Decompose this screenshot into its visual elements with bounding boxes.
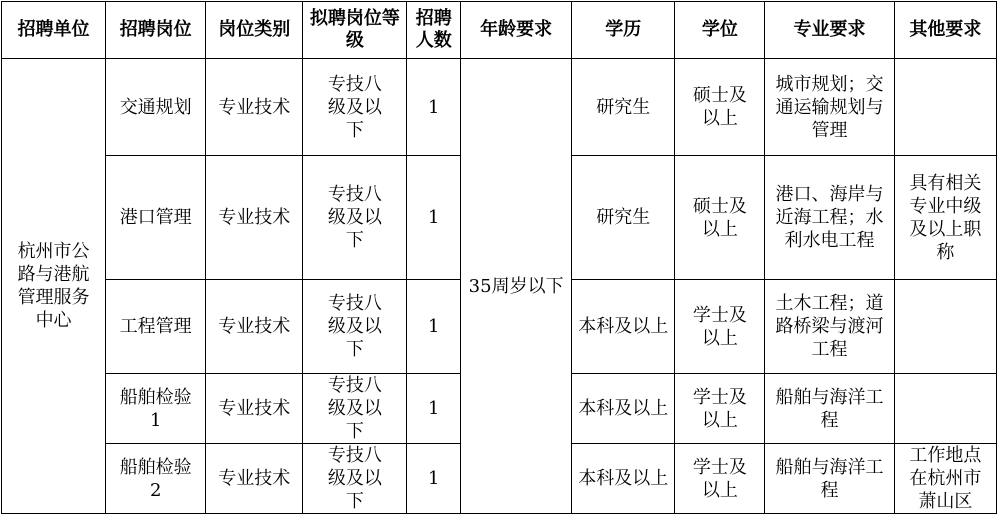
other-cell — [894, 374, 996, 444]
major-cell: 港口、海岸与近海工程；水利水电工程 — [765, 156, 894, 280]
category-cell: 专业技术 — [206, 156, 303, 280]
major-cell: 城市规划；交通运输规划与管理 — [765, 59, 894, 156]
grade-cell: 专技八级及以下 — [303, 444, 407, 514]
other-cell: 工作地点在杭州市萧山区 — [894, 444, 996, 514]
post-cell: 船舶检验2 — [106, 444, 206, 514]
grade-cell: 专技八级及以下 — [303, 59, 407, 156]
education-cell: 本科及以上 — [572, 374, 675, 444]
major-cell: 船舶与海洋工程 — [765, 374, 894, 444]
education-cell: 本科及以上 — [572, 280, 675, 374]
header-post: 招聘岗位 — [106, 2, 206, 59]
header-grade: 拟聘岗位等级 — [303, 2, 407, 59]
other-cell — [894, 280, 996, 374]
post-cell: 工程管理 — [106, 280, 206, 374]
header-count: 招聘人数 — [407, 2, 461, 59]
count-cell: 1 — [407, 444, 461, 514]
recruitment-table — [1, 1, 997, 514]
header-row — [2, 2, 997, 59]
category-cell: 专业技术 — [206, 59, 303, 156]
header-age: 年龄要求 — [461, 2, 572, 59]
other-cell: 具有相关专业中级及以上职称 — [894, 156, 996, 280]
major-cell: 船舶与海洋工程 — [765, 444, 894, 514]
age-cell: 35周岁以下 — [461, 59, 572, 514]
grade-cell: 专技八级及以下 — [303, 374, 407, 444]
count-cell: 1 — [407, 59, 461, 156]
other-cell — [894, 59, 996, 156]
header-unit: 招聘单位 — [2, 2, 106, 59]
post-cell: 交通规划 — [106, 59, 206, 156]
category-cell: 专业技术 — [206, 280, 303, 374]
unit-cell: 杭州市公路与港航管理服务中心 — [2, 59, 106, 514]
header-degree: 学位 — [675, 2, 765, 59]
category-cell: 专业技术 — [206, 374, 303, 444]
degree-cell: 学士及以上 — [675, 280, 765, 374]
count-cell: 1 — [407, 280, 461, 374]
degree-cell: 硕士及以上 — [675, 156, 765, 280]
post-cell: 船舶检验1 — [106, 374, 206, 444]
education-cell: 本科及以上 — [572, 444, 675, 514]
count-cell: 1 — [407, 156, 461, 280]
degree-cell: 学士及以上 — [675, 444, 765, 514]
education-cell: 研究生 — [572, 59, 675, 156]
category-cell: 专业技术 — [206, 444, 303, 514]
header-other: 其他要求 — [894, 2, 996, 59]
table-row — [2, 59, 997, 156]
count-cell: 1 — [407, 374, 461, 444]
header-category: 岗位类别 — [206, 2, 303, 59]
header-major: 专业要求 — [765, 2, 894, 59]
education-cell: 研究生 — [572, 156, 675, 280]
header-education: 学历 — [572, 2, 675, 59]
grade-cell: 专技八级及以下 — [303, 156, 407, 280]
grade-cell: 专技八级及以下 — [303, 280, 407, 374]
degree-cell: 学士及以上 — [675, 374, 765, 444]
major-cell: 土木工程；道路桥梁与渡河工程 — [765, 280, 894, 374]
post-cell: 港口管理 — [106, 156, 206, 280]
degree-cell: 硕士及以上 — [675, 59, 765, 156]
